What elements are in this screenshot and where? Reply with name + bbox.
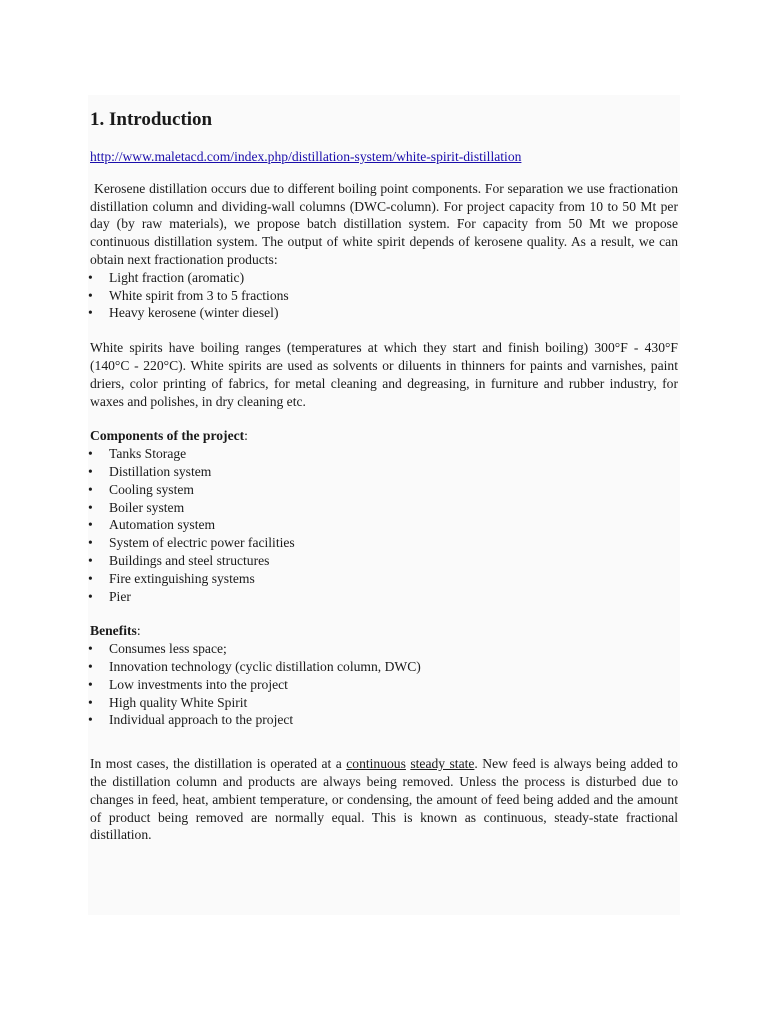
list-item: • Consumes less space; xyxy=(90,640,678,658)
list-item: • Pier xyxy=(90,588,678,606)
list-item: • System of electric power facilities xyxy=(90,534,678,552)
list-item: • Buildings and steel structures xyxy=(90,552,678,570)
products-list xyxy=(90,269,678,322)
list-item: • Cooling system xyxy=(90,481,678,499)
list-item: • Fire extinguishing systems xyxy=(90,570,678,588)
white-spirit-paragraph: White spirits have boiling ranges (temperatures at which they start and finish boiling) 300°F - 430°F (140°C - 220°C). White spirits are used as solvents or diluents in thinners for paints and varnishes, paint driers, color printing of fabrics, for metal cleaning and degreasing, in furniture and rubber industry, for waxes and polishes, in dry cleaning etc. xyxy=(90,340,678,409)
distillation-paragraph: In most cases, the distillation is operated at a continuous steady state. New feed is always being added to the distillation column and products are always being removed. Unless the process is disturbed due to changes in feed, heat, ambient temperature, or condensing, the amount of feed being added and the amount of product being removed are normally equal. This is known as continuous, steady-state fractional distillation. xyxy=(90,756,678,843)
document-content xyxy=(90,108,678,844)
list-item: • White spirit from 3 to 5 fractions xyxy=(90,287,678,305)
steady-state-link[interactable]: steady state xyxy=(410,756,475,772)
list-item: • Innovation technology (cyclic distillation column, DWC) xyxy=(90,658,678,676)
intro-paragraph: Kerosene distillation occurs due to different boiling point components. For separation we use fractionation distillation column and dividing-wall columns (DWC-column). For project capacity from 10 to 50 Mt per day (by raw materials), we propose batch distillation system. For capacity from 50 Mt we propose continuous distillation system. The output of white spirit depends of kerosene quality. As a result, we can obtain next fractionation products: xyxy=(90,180,678,267)
list-item: • Automation system xyxy=(90,516,678,534)
benefits-list xyxy=(90,640,678,729)
components-heading: Components of the project: xyxy=(90,428,248,444)
list-item: • Distillation system xyxy=(90,463,678,481)
list-item: • Low investments into the project xyxy=(90,676,678,694)
list-item: • Individual approach to the project xyxy=(90,711,678,729)
list-item: • Light fraction (aromatic) xyxy=(90,269,678,287)
benefits-heading: Benefits: xyxy=(90,623,141,639)
components-list xyxy=(90,445,678,605)
source-link[interactable]: http://www.maletacd.com/index.php/distillation-system/white-spirit-distillation xyxy=(90,149,522,164)
list-item: • Tanks Storage xyxy=(90,445,678,463)
list-item: • Boiler system xyxy=(90,499,678,517)
list-item: • High quality White Spirit xyxy=(90,694,678,712)
continuous-link[interactable]: continuous xyxy=(346,756,406,772)
list-item: • Heavy kerosene (winter diesel) xyxy=(90,304,678,322)
section-title: 1. Introduction xyxy=(90,109,213,130)
